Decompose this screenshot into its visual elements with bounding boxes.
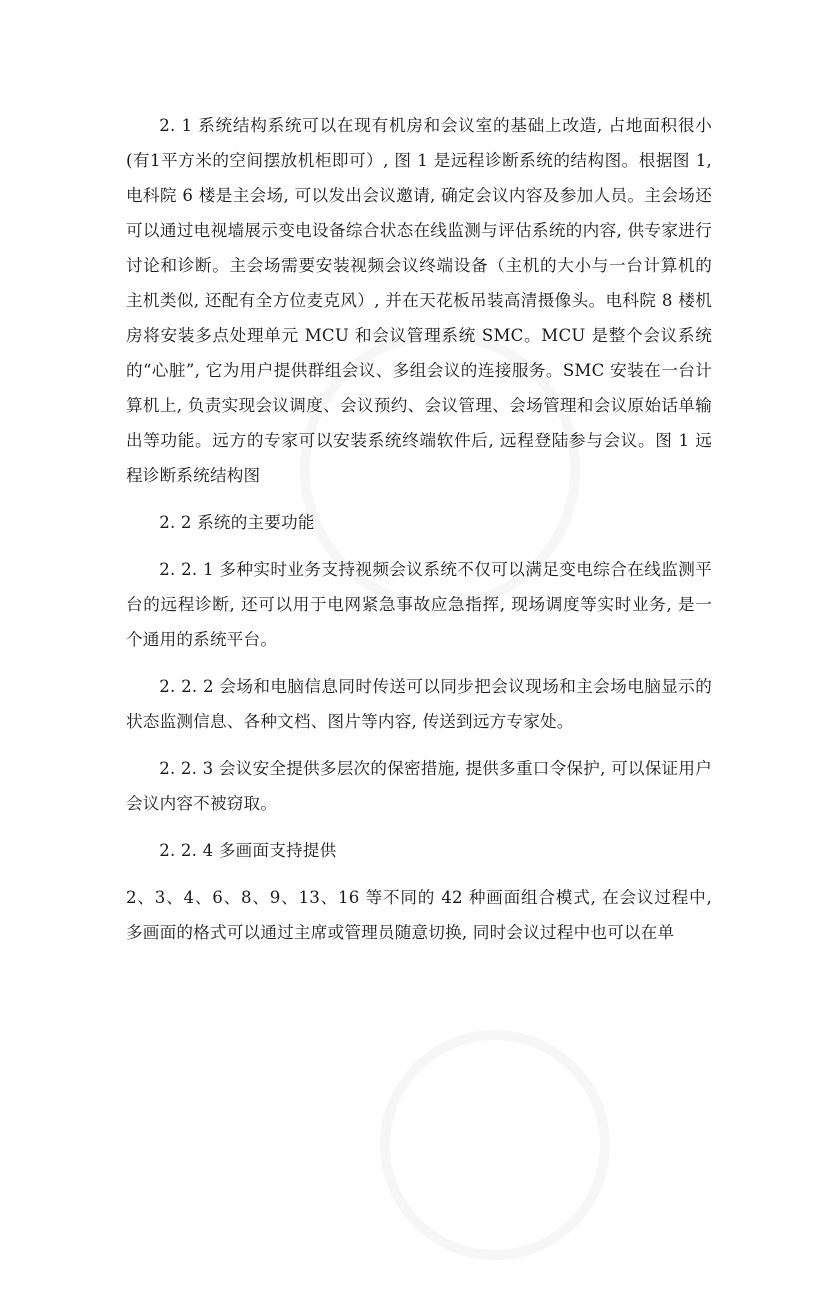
- paragraph-system-structure: 2. 1 系统结构系统可以在现有机房和会议室的基础上改造, 占地面积很小(有1平方米的空间摆放机柜即可）, 图 1 是远程诊断系统的结构图。根据图 1, 电科院 6 楼是主会场, 可以发出会议邀请, 确定会议内容及参加人员。主会场还可以通过电视墙展示变电设备综合状态在线监测与评估系统的内容, 供专家进行讨论和诊断。主会场需要安装视频会议终端设备（主机的大小与一台计算机的主机类似, 还配有全方位麦克风）, 并在天花板吊装高清摄像头。电科院 8 楼机房将安装多点处理单元 MCU 和会议管理系统 SMC。MCU 是整个会议系统的“心脏”, 它为用户提供群组会议、多组会议的连接服务。SMC 安装在一台计算机上, 负责实现会议调度、会议预约、会议管理、会场管理和会议原始话单输出等功能。远方的专家可以安装系统终端软件后, 远程登陆参与会议。图 1 远程诊断系统结构图: [126, 116, 712, 485]
- document-body: [126, 108, 712, 962]
- paragraph-multi-screen-heading: 2. 2. 4 多画面支持提供: [159, 841, 337, 860]
- paragraph-realtime-services: 2. 2. 1 多种实时业务支持视频会议系统不仅可以满足变电综合在线监测平台的远程诊断, 还可以用于电网紧急事故应急指挥, 现场调度等实时业务, 是一个通用的系统平台。: [126, 560, 712, 649]
- paragraph-screen-modes: 2、3、4、6、8、9、13、16 等不同的 42 种画面组合模式, 在会议过程中, 多画面的格式可以通过主席或管理员随意切换, 同时会议过程中也可以在单: [126, 888, 712, 942]
- watermark-seal-lower: [335, 985, 655, 1305]
- paragraph-meeting-security: 2. 2. 3 会议安全提供多层次的保密措施, 提供多重口令保护, 可以保证用户会议内容不被窃取。: [126, 759, 712, 813]
- paragraph-main-functions-heading: 2. 2 系统的主要功能: [159, 513, 315, 532]
- paragraph-info-transfer: 2. 2. 2 会场和电脑信息同时传送可以同步把会议现场和主会场电脑显示的状态监测信息、各种文档、图片等内容, 传送到远方专家处。: [126, 677, 712, 731]
